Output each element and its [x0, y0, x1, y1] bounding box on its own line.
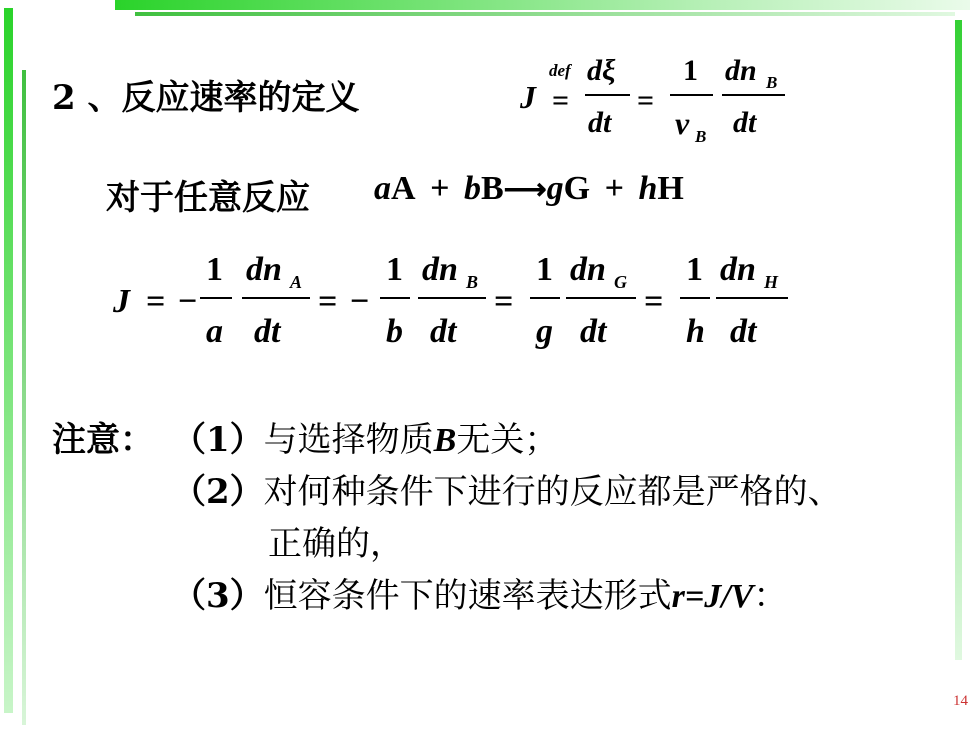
- eq1-equals-1: =: [552, 84, 570, 117]
- note-3-number: （3）: [172, 576, 264, 616]
- plus-2: +: [604, 170, 624, 207]
- eq2-coef-h: h: [686, 313, 705, 350]
- coef-a: a: [374, 170, 391, 207]
- note-3-text: 恒容条件下的速率表达形式: [263, 576, 672, 616]
- plus-1: +: [430, 170, 450, 207]
- eq2-equals-2: =: [494, 283, 514, 320]
- eq1-equals-2: =: [637, 84, 655, 117]
- eq2-sub-G: G: [614, 272, 627, 292]
- rate-general-equation: [108, 240, 808, 360]
- eq2-equals-1: =: [318, 283, 338, 320]
- eq2-one-A: 1: [206, 251, 223, 288]
- eq2-one-H: 1: [686, 251, 703, 288]
- eq2-one-G: 1: [536, 251, 553, 288]
- reaction-prefix: 对于任意反应: [106, 178, 310, 218]
- note-item-2: [172, 464, 842, 513]
- note-2-number: （2）: [172, 472, 264, 512]
- note-3-formula: r=J/V: [671, 578, 754, 615]
- eq2-sub-H: H: [764, 272, 779, 292]
- notes-label: 注意：: [52, 420, 154, 460]
- right-green-bar: [955, 20, 962, 660]
- eq2-one-B: 1: [386, 251, 403, 288]
- eq2-dt-H: dt: [730, 313, 757, 350]
- eq1-dxi: dξ: [587, 54, 616, 87]
- eq2-equals-3: =: [644, 283, 664, 320]
- left-green-line: [22, 70, 26, 725]
- note-2-text: 对何种条件下进行的反应都是严格的、: [263, 472, 842, 512]
- note-item-3: [172, 568, 787, 617]
- species-H: H: [657, 170, 684, 207]
- left-green-bar: [4, 8, 13, 713]
- eq2-coef-b: b: [386, 313, 403, 350]
- eq2-dt-A: dt: [254, 313, 281, 350]
- page-number: 14: [953, 693, 968, 709]
- note-1-text-b: 无关；: [456, 420, 559, 460]
- eq2-dt-B: dt: [430, 313, 457, 350]
- eq1-nu: ν: [675, 105, 690, 141]
- coef-h: h: [638, 170, 658, 207]
- eq2-dn-B: dn: [422, 251, 458, 288]
- eq1-one: 1: [683, 54, 698, 87]
- note-1-number: （1）: [172, 420, 264, 460]
- eq2-dt-G: dt: [580, 313, 607, 350]
- eq2-sub-A: A: [290, 272, 303, 292]
- coef-b: b: [463, 170, 481, 207]
- eq1-dt-2: dt: [733, 106, 757, 139]
- eq1-J: J: [520, 79, 536, 115]
- eq1-def-label: def: [549, 61, 571, 80]
- species-A: A: [391, 170, 416, 207]
- top-green-line: [135, 12, 955, 16]
- eq2-minus-2: −: [350, 283, 370, 320]
- reaction-equation: [374, 170, 684, 208]
- eq1-dt-1: dt: [588, 106, 612, 139]
- species-B: B: [480, 170, 504, 207]
- eq1-dn: dn: [725, 54, 757, 87]
- note-1-text-a: 与选择物质: [263, 420, 434, 460]
- rate-definition-equation: [515, 50, 805, 150]
- note-1-B: B: [433, 422, 457, 459]
- eq2-coef-a: a: [206, 313, 223, 350]
- eq2-sub-B: B: [466, 272, 479, 292]
- note-item-1: [172, 412, 558, 461]
- eq1-nu-sub: B: [695, 127, 707, 146]
- eq1-dn-sub: B: [766, 73, 778, 92]
- note-item-2-continued: 正确的，: [268, 524, 404, 564]
- species-G: G: [563, 170, 591, 207]
- note-3-end: ：: [753, 576, 788, 616]
- eq2-dn-H: dn: [720, 251, 756, 288]
- eq2-J: J: [113, 283, 130, 320]
- section-heading: 2 、反应速率的定义: [52, 78, 360, 118]
- reaction-arrow: ⟶: [503, 173, 547, 206]
- eq2-dn-A: dn: [246, 251, 282, 288]
- coef-g: g: [546, 170, 564, 207]
- eq2-minus-1: −: [178, 283, 198, 320]
- eq2-dn-G: dn: [570, 251, 606, 288]
- top-green-bar: [115, 0, 970, 10]
- eq2-coef-g: g: [536, 313, 553, 350]
- eq2-equals-0: =: [146, 283, 166, 320]
